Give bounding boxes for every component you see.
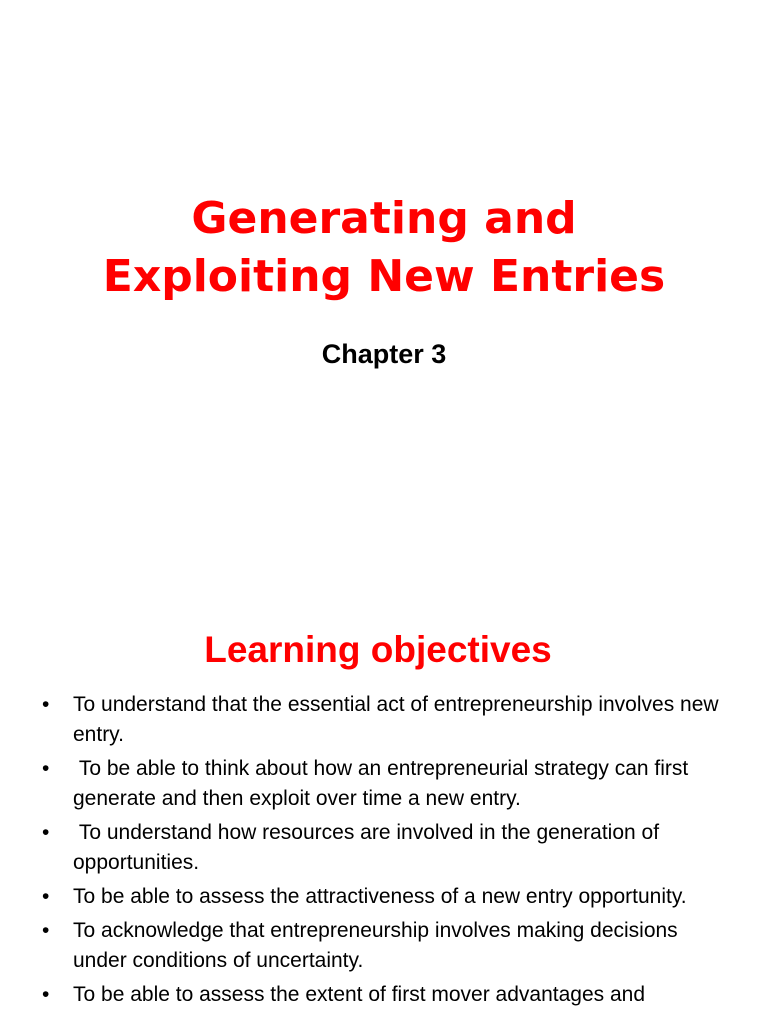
title-line-1: Generating and xyxy=(191,193,577,244)
objective-text: To understand that the essential act of entrepreneurship involves new entry. xyxy=(73,693,719,746)
objectives-title: Learning objectives xyxy=(204,629,552,670)
objective-item xyxy=(40,754,730,814)
objective-text: To be able to think about how an entrepreneurial strategy can first generate and then exploit over time a new entry. xyxy=(73,757,695,810)
bullet-icon: • xyxy=(42,885,50,908)
bullet-icon: • xyxy=(42,983,50,1006)
bullet-icon: • xyxy=(42,693,50,716)
objectives-list xyxy=(40,690,730,1014)
objective-item xyxy=(40,690,730,750)
title-line-2: Exploiting New Entries xyxy=(102,251,666,302)
objective-text: To understand how resources are involved in the generation of opportunities. xyxy=(73,821,665,874)
objective-text: To be able to assess the attractiveness of a new entry opportunity. xyxy=(73,885,687,908)
objective-item xyxy=(40,916,730,976)
objective-item xyxy=(40,980,730,1010)
objective-text: To be able to assess the extent of first mover advantages and xyxy=(73,983,646,1006)
bullet-icon: • xyxy=(42,757,50,780)
presentation-title xyxy=(0,190,768,306)
bullet-icon: • xyxy=(42,821,50,844)
objective-item xyxy=(40,818,730,878)
learning-objectives-slide xyxy=(0,576,768,1024)
bullet-icon: • xyxy=(42,919,50,942)
objective-item xyxy=(40,882,730,912)
objective-text: To acknowledge that entrepreneurship involves making decisions under conditions of uncertainty. xyxy=(73,919,678,972)
chapter-subtitle: Chapter 3 xyxy=(321,339,447,369)
